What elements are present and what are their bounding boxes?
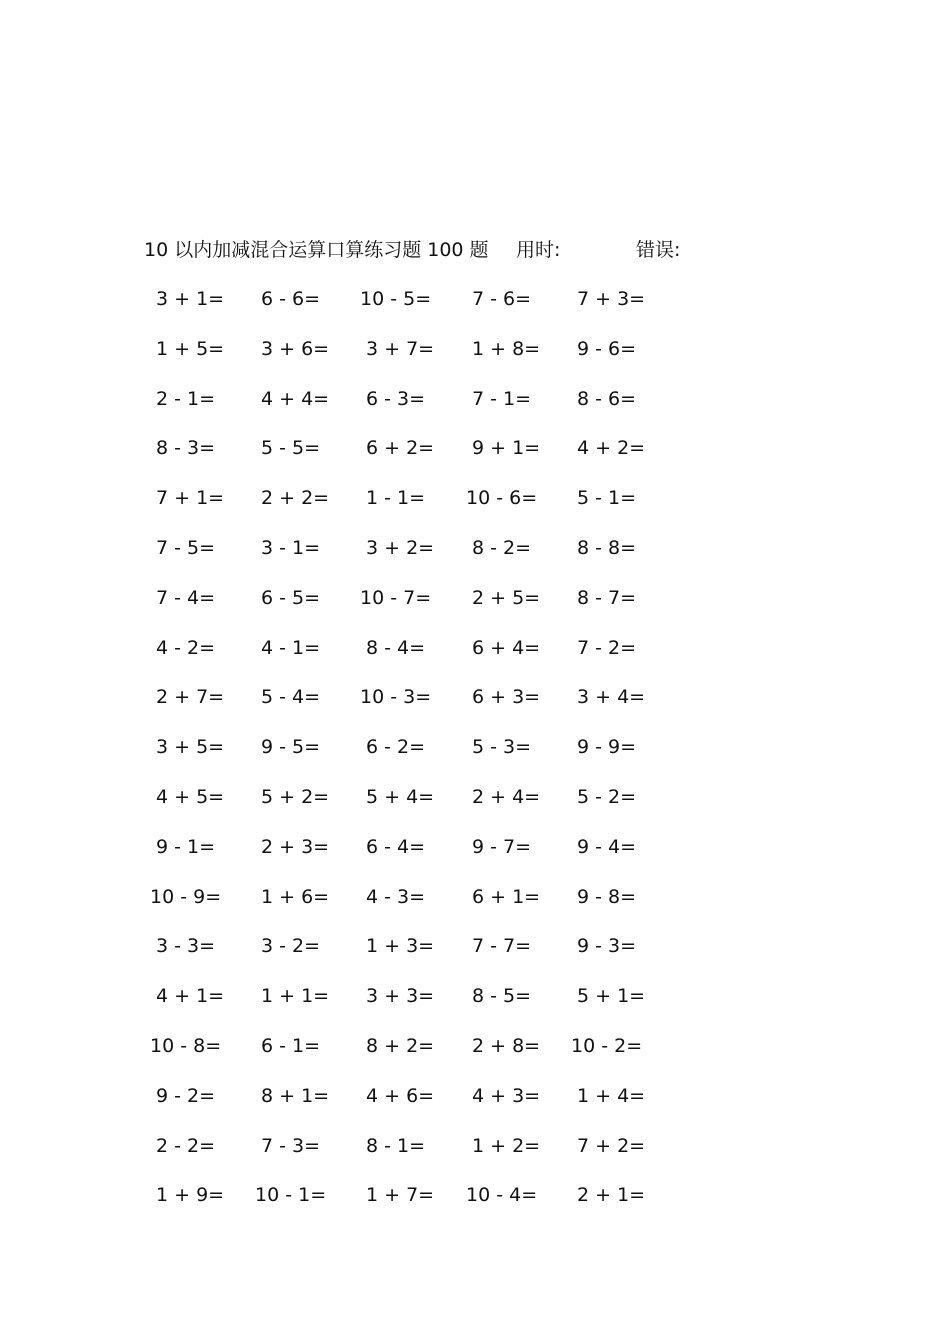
problem-item: 10 - 3= bbox=[360, 686, 432, 709]
problem-item: 8 - 5= bbox=[472, 985, 532, 1008]
problem-row bbox=[0, 433, 950, 463]
problem-item: 6 + 4= bbox=[472, 636, 541, 659]
problem-item: 3 + 3= bbox=[366, 985, 435, 1008]
problem-item: 6 + 3= bbox=[472, 686, 541, 709]
problem-item: 4 + 3= bbox=[472, 1084, 541, 1107]
problem-row bbox=[0, 384, 950, 414]
problem-item: 5 - 1= bbox=[577, 487, 637, 510]
problem-item: 3 - 1= bbox=[261, 537, 321, 559]
problem-row bbox=[0, 483, 950, 513]
problem-item: 9 - 3= bbox=[577, 935, 637, 958]
problem-item: 4 + 6= bbox=[366, 1084, 435, 1107]
problem-item: 4 + 4= bbox=[261, 387, 330, 410]
problem-item: 6 + 1= bbox=[472, 885, 541, 908]
errors-label: 错误: bbox=[636, 239, 681, 261]
problem-item: 1 + 7= bbox=[366, 1184, 435, 1207]
problem-item: 2 + 3= bbox=[261, 835, 330, 858]
problem-row bbox=[0, 732, 950, 762]
problem-item: 7 - 2= bbox=[577, 636, 637, 659]
problem-item: 7 - 7= bbox=[472, 935, 532, 958]
problem-item: 3 - 2= bbox=[261, 935, 321, 958]
problem-item: 1 + 6= bbox=[261, 885, 330, 908]
problem-row bbox=[0, 981, 950, 1011]
problem-item: 7 + 1= bbox=[156, 487, 225, 510]
problem-item: 9 - 9= bbox=[577, 736, 637, 759]
problem-item: 1 + 5= bbox=[156, 337, 225, 360]
problem-item: 9 - 7= bbox=[472, 835, 532, 858]
problem-item: 4 - 1= bbox=[261, 636, 321, 659]
problem-item: 1 - 1= bbox=[366, 487, 426, 510]
problem-item: 2 + 8= bbox=[472, 1035, 541, 1057]
problem-item: 6 - 4= bbox=[366, 835, 426, 858]
problem-item: 10 - 1= bbox=[255, 1184, 327, 1207]
problem-item: 6 + 2= bbox=[366, 437, 435, 460]
time-used-label: 用时: bbox=[516, 239, 561, 261]
problem-row bbox=[0, 1081, 950, 1111]
problem-item: 3 + 4= bbox=[577, 686, 646, 709]
problem-item: 9 + 1= bbox=[472, 437, 541, 460]
problem-item: 9 - 2= bbox=[156, 1084, 216, 1107]
problem-item: 3 + 7= bbox=[366, 337, 435, 360]
problem-item: 10 - 6= bbox=[466, 487, 538, 510]
problem-item: 7 - 4= bbox=[156, 586, 216, 609]
problem-item: 5 - 4= bbox=[261, 686, 321, 709]
problem-item: 10 - 8= bbox=[150, 1035, 222, 1057]
problem-row bbox=[0, 1031, 950, 1061]
problem-item: 10 - 7= bbox=[360, 586, 432, 609]
problem-item: 4 - 2= bbox=[156, 636, 216, 659]
problem-item: 8 - 7= bbox=[577, 586, 637, 609]
problem-item: 2 - 2= bbox=[156, 1134, 216, 1157]
problem-item: 3 + 5= bbox=[156, 736, 225, 759]
problem-row bbox=[0, 1131, 950, 1161]
problem-item: 6 - 3= bbox=[366, 387, 426, 410]
problem-item: 9 - 5= bbox=[261, 736, 321, 759]
problem-item: 10 - 2= bbox=[571, 1035, 643, 1057]
problem-item: 5 - 3= bbox=[472, 736, 532, 759]
problem-item: 8 - 6= bbox=[577, 387, 637, 410]
problem-item: 2 + 2= bbox=[261, 487, 330, 510]
problem-row bbox=[0, 931, 950, 961]
problem-item: 5 + 2= bbox=[261, 786, 330, 808]
problem-item: 6 - 2= bbox=[366, 736, 426, 759]
problem-item: 4 + 2= bbox=[577, 437, 646, 460]
problem-item: 6 - 1= bbox=[261, 1035, 321, 1057]
problem-item: 1 + 3= bbox=[366, 935, 435, 958]
problem-item: 9 - 6= bbox=[577, 337, 637, 360]
problem-item: 10 - 9= bbox=[150, 885, 222, 908]
problem-item: 7 + 3= bbox=[577, 288, 646, 310]
problem-item: 8 - 8= bbox=[577, 537, 637, 559]
problem-item: 9 - 1= bbox=[156, 835, 216, 858]
problem-row bbox=[0, 583, 950, 613]
problem-item: 7 - 5= bbox=[156, 537, 216, 559]
problem-item: 2 + 1= bbox=[577, 1184, 646, 1207]
worksheet-title: 10 以内加减混合运算口算练习题 100 题 bbox=[144, 239, 489, 261]
problem-item: 2 - 1= bbox=[156, 387, 216, 410]
problem-item: 7 - 3= bbox=[261, 1134, 321, 1157]
problem-row bbox=[0, 633, 950, 663]
problem-item: 1 + 4= bbox=[577, 1084, 646, 1107]
problem-item: 1 + 8= bbox=[472, 337, 541, 360]
problem-item: 3 + 1= bbox=[156, 288, 225, 310]
problem-row bbox=[0, 832, 950, 862]
problem-item: 7 + 2= bbox=[577, 1134, 646, 1157]
problem-item: 5 - 2= bbox=[577, 786, 637, 808]
problem-item: 6 - 5= bbox=[261, 586, 321, 609]
problem-row bbox=[0, 682, 950, 712]
problem-item: 6 - 6= bbox=[261, 288, 321, 310]
problem-item: 3 - 3= bbox=[156, 935, 216, 958]
problem-row bbox=[0, 1180, 950, 1210]
problem-item: 5 + 1= bbox=[577, 985, 646, 1008]
problem-item: 8 - 3= bbox=[156, 437, 216, 460]
problem-item: 8 - 4= bbox=[366, 636, 426, 659]
problem-item: 3 + 6= bbox=[261, 337, 330, 360]
problem-item: 8 - 2= bbox=[472, 537, 532, 559]
problem-item: 5 - 5= bbox=[261, 437, 321, 460]
problem-item: 8 + 2= bbox=[366, 1035, 435, 1057]
problem-item: 7 - 1= bbox=[472, 387, 532, 410]
problem-item: 1 + 9= bbox=[156, 1184, 225, 1207]
problem-row bbox=[0, 533, 950, 563]
problem-item: 4 - 3= bbox=[366, 885, 426, 908]
problem-item: 10 - 5= bbox=[360, 288, 432, 310]
problem-item: 10 - 4= bbox=[466, 1184, 538, 1207]
problem-item: 8 + 1= bbox=[261, 1084, 330, 1107]
problem-item: 1 + 2= bbox=[472, 1134, 541, 1157]
problem-item: 4 + 1= bbox=[156, 985, 225, 1008]
problem-item: 2 + 7= bbox=[156, 686, 225, 709]
problem-row bbox=[0, 284, 950, 314]
problem-item: 9 - 8= bbox=[577, 885, 637, 908]
problem-item: 5 + 4= bbox=[366, 786, 435, 808]
problem-item: 2 + 5= bbox=[472, 586, 541, 609]
problem-item: 7 - 6= bbox=[472, 288, 532, 310]
problem-item: 4 + 5= bbox=[156, 786, 225, 808]
problem-row bbox=[0, 882, 950, 912]
problem-item: 2 + 4= bbox=[472, 786, 541, 808]
problem-item: 9 - 4= bbox=[577, 835, 637, 858]
problem-item: 1 + 1= bbox=[261, 985, 330, 1008]
problem-row bbox=[0, 334, 950, 364]
problem-item: 3 + 2= bbox=[366, 537, 435, 559]
problem-item: 8 - 1= bbox=[366, 1134, 426, 1157]
problem-row bbox=[0, 782, 950, 812]
